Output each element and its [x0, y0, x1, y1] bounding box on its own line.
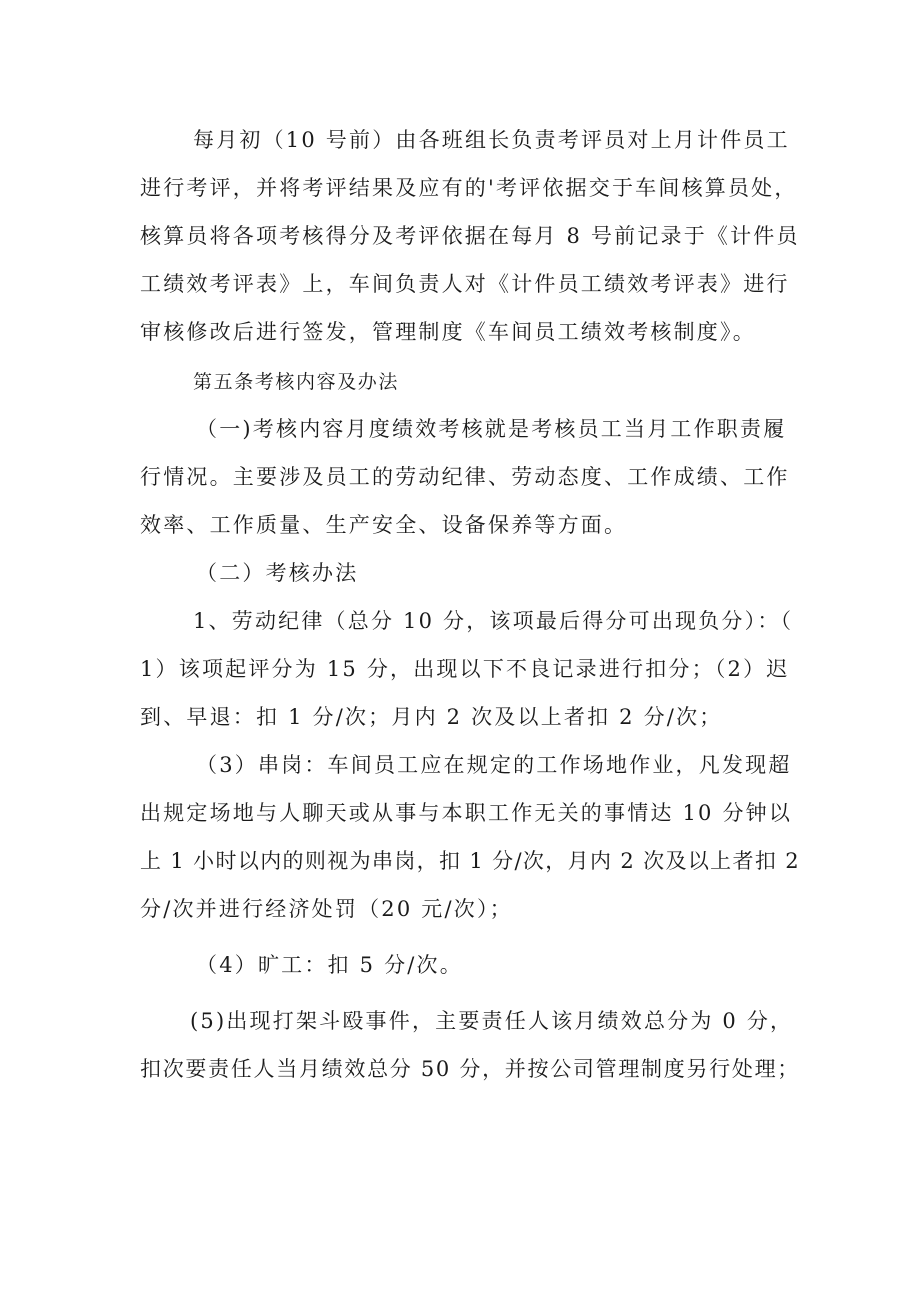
paragraph-line: 审核修改后进行签发，管理制度《车间员工绩效考核制度》。 [140, 320, 756, 344]
paragraph-line: 上 1 小时以内的则视为串岗，扣 1 分/次，月内 2 次及以上者扣 2 [140, 849, 800, 873]
section-heading: 第五条考核内容及办法 [193, 371, 400, 393]
subsection-heading: （二）考核办法 [196, 561, 359, 585]
paragraph-line: 1、劳动纪律（总分 10 分，该项最后得分可出现负分）：（ [193, 609, 794, 633]
paragraph-line: 效率、工作质量、生产安全、设备保养等方面。 [140, 513, 628, 537]
paragraph-line: (5)出现打架斗殴事件，主要责任人该月绩效总分为 0 分， [190, 1009, 794, 1033]
paragraph-line: （4）旷工：扣 5 分/次。 [196, 953, 463, 977]
paragraph-line: 进行考评，并将考评结果及应有的'考评依据交于车间核算员处， [140, 176, 798, 200]
paragraph-line: 分/次并进行经济处罚（20 元/次）； [140, 897, 513, 921]
paragraph-line: （3）串岗：车间员工应在规定的工作场地作业，凡发现超 [196, 753, 792, 777]
paragraph-line: 每月初（10 号前）由各班组长负责考评员对上月计件员工 [193, 128, 790, 152]
paragraph-line: 出规定场地与人聊天或从事与本职工作无关的事情达 10 分钟以 [140, 801, 793, 825]
paragraph-line: （一)考核内容月度绩效考核就是考核员工当月工作职责履 [196, 417, 787, 441]
paragraph-line: 行情况。主要涉及员工的劳动纪律、劳动态度、工作成绩、工作 [140, 465, 790, 489]
paragraph-line: 工绩效考评表》上，车间负责人对《计件员工绩效考评表》进行 [140, 272, 790, 296]
paragraph-line: 到、早退：扣 1 分/次；月内 2 次及以上者扣 2 分/次； [140, 705, 723, 729]
paragraph-line: 扣次要责任人当月绩效总分 50 分，并按公司管理制度另行处理； [140, 1057, 800, 1081]
paragraph-line: 1）该项起评分为 15 分，出现以下不良记录进行扣分；（2）迟 [140, 657, 790, 681]
paragraph-line: 核算员将各项考核得分及考评依据在每月 8 号前记录于《计件员 [140, 224, 800, 248]
